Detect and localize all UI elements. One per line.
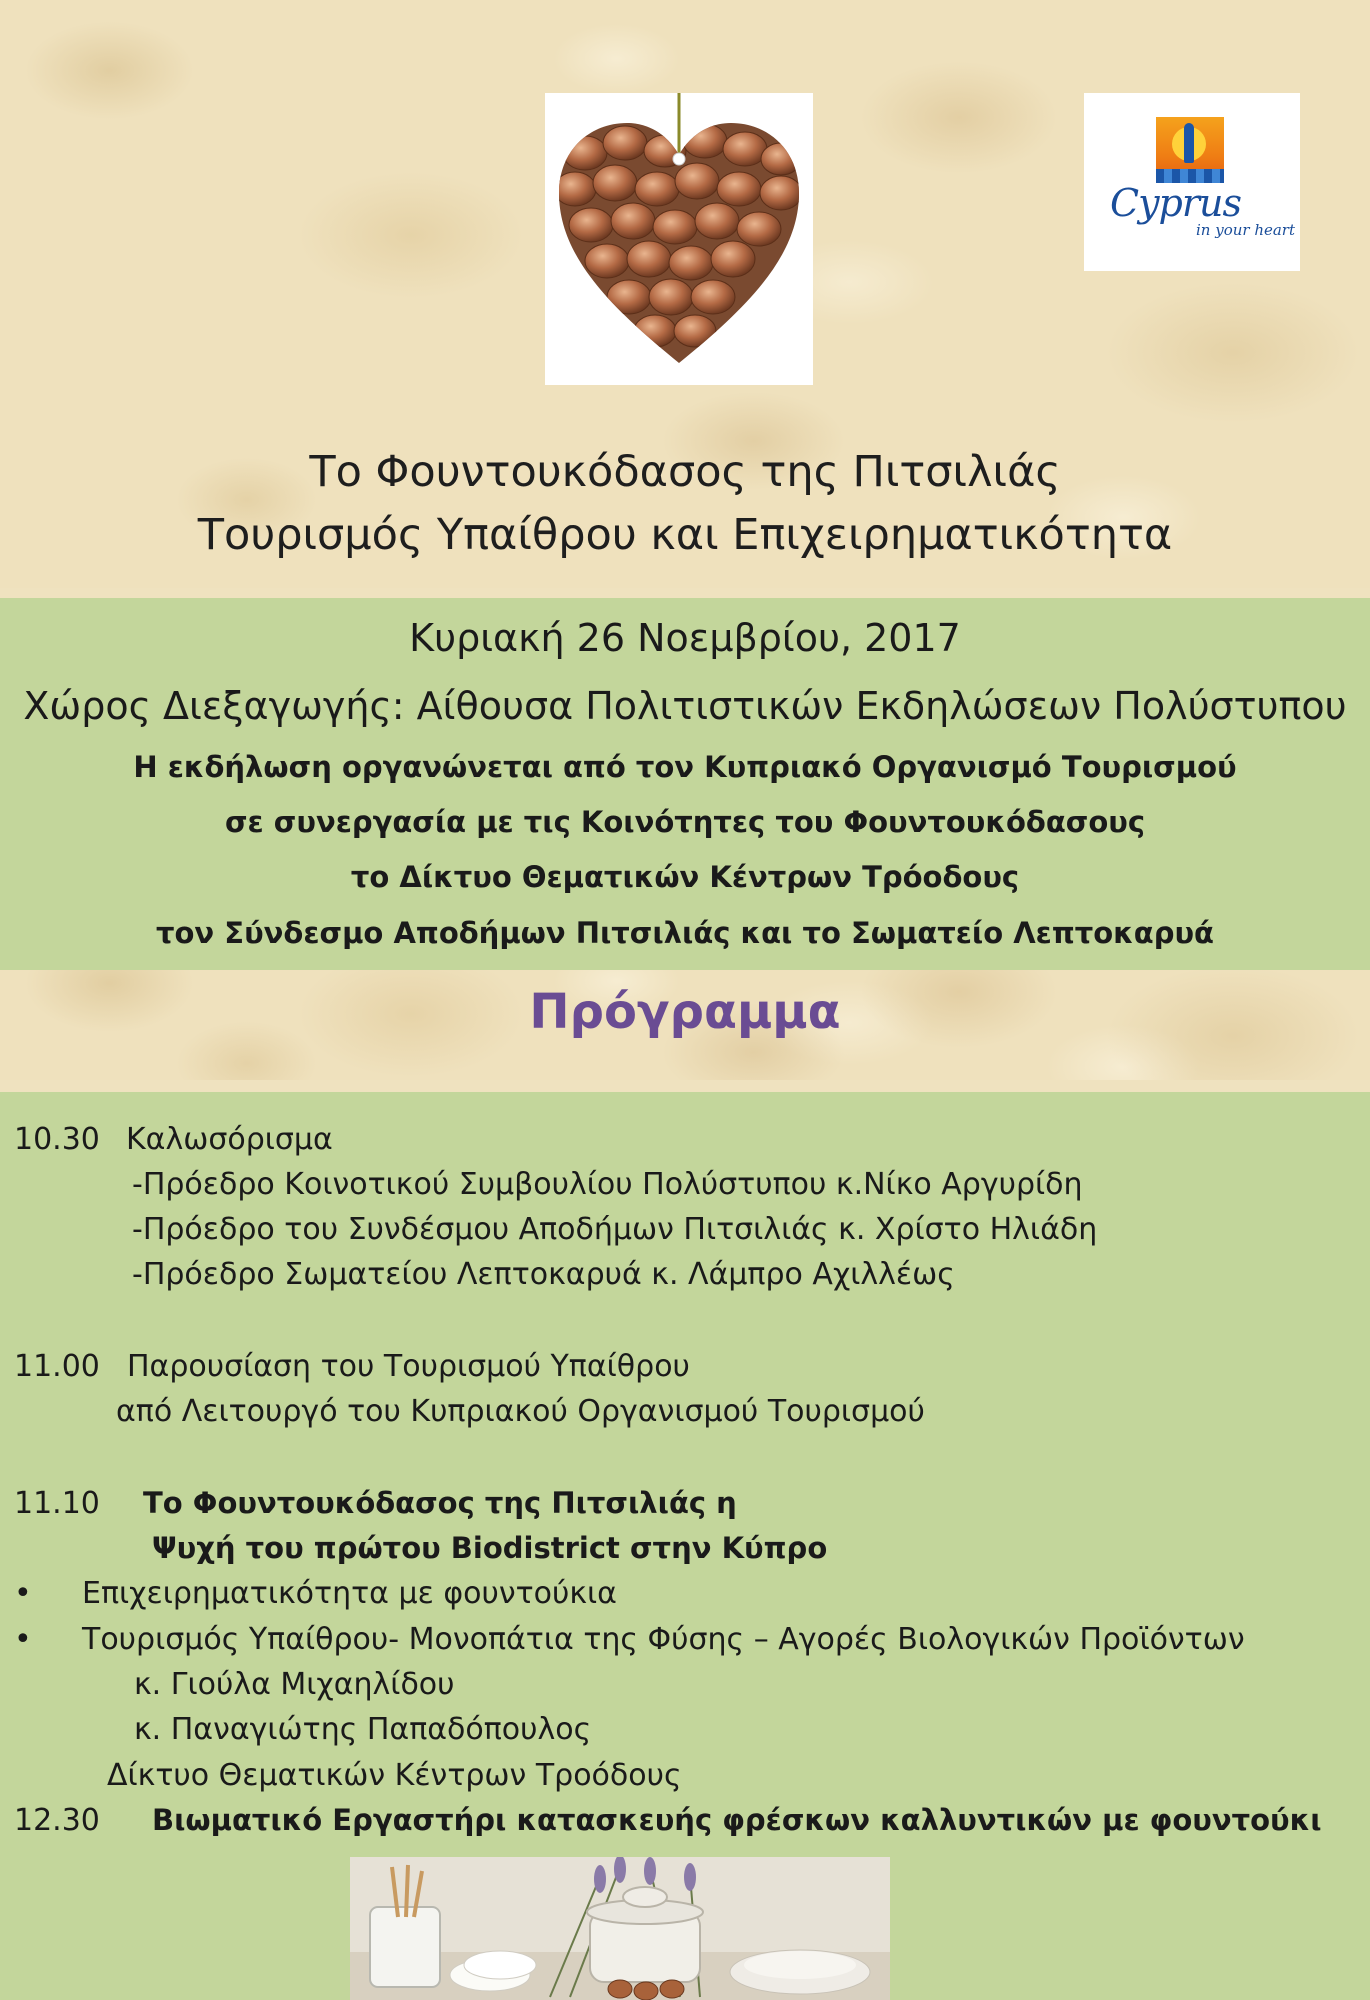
schedule-detail: -Πρόεδρο του Συνδέσμου Αποδήμων Πιτσιλιάς κ. Χρίστο Ηλιάδη — [132, 1212, 1098, 1247]
workshop-photo — [350, 1857, 890, 2000]
program-schedule — [0, 1092, 1370, 2000]
logo-wordmark: Cyprus — [1110, 181, 1242, 225]
schedule-time: 11.10 — [14, 1486, 100, 1521]
hazelnut-heart-image — [545, 93, 813, 385]
organizer-line: τον Σύνδεσμο Αποδήμων Πιτσιλιάς και το Σωματείο Λεπτοκαρυά — [156, 916, 1214, 950]
figure-icon — [1184, 123, 1194, 163]
cosmetics-workshop-icon — [350, 1857, 890, 2000]
organizer-line: σε συνεργασία με τις Κοινότητες του Φουντουκόδασους — [224, 805, 1146, 839]
speaker-name: κ. Γιούλα Μιχαηλίδου — [134, 1667, 455, 1702]
event-subtitle: Τουρισμός Υπαίθρου και Επιχειρηματικότητα — [197, 510, 1173, 560]
program-heading-band — [0, 970, 1370, 1080]
schedule-item-title: Το Φουντουκόδασος της Πιτσιλιάς η — [143, 1486, 737, 1520]
logo-tagline: in your heart — [1196, 221, 1296, 239]
schedule-time: 12.30 — [14, 1803, 100, 1838]
schedule-item-title: Παρουσίαση του Τουρισμού Υπαίθρου — [127, 1349, 690, 1384]
schedule-time: 10.30 — [14, 1122, 100, 1157]
bullet-icon: • — [14, 1622, 32, 1657]
schedule-bullet: Επιχειρηματικότητα με φουντούκια — [82, 1576, 617, 1611]
event-title: Το Φουντουκόδασος της Πιτσιλιάς — [309, 447, 1061, 497]
speaker-organization: Δίκτυο Θεματικών Κέντρων Τροόδους — [107, 1758, 682, 1793]
organizer-line: Η εκδήλωση οργανώνεται από τον Κυπριακό Οργανισμό Τουρισμού — [133, 750, 1237, 784]
schedule-detail: από Λειτουργό του Κυπριακού Οργανισμού Τουρισμού — [116, 1394, 925, 1429]
schedule-detail: -Πρόεδρο Κοινοτικού Συμβουλίου Πολύστυπου κ.Νίκο Αργυρίδη — [132, 1167, 1083, 1202]
event-date: Κυριακή 26 Νοεμβρίου, 2017 — [409, 616, 961, 660]
organizer-line: το Δίκτυο Θεματικών Κέντρων Τρόοδους — [350, 860, 1020, 894]
program-title: Πρόγραμμα — [529, 984, 841, 1040]
schedule-detail: -Πρόεδρο Σωματείου Λεπτοκαρυά κ. Λάμπρο Αχιλλέως — [132, 1257, 955, 1292]
schedule-bullet: Τουρισμός Υπαίθρου- Μονοπάτια της Φύσης – Αγορές Βιολογικών Προϊόντων — [82, 1622, 1245, 1657]
event-venue: Χώρος Διεξαγωγής: Αίθουσα Πολιτιστικών Εκδηλώσεων Πολύστυπου — [23, 684, 1347, 728]
event-info-band — [0, 598, 1370, 970]
speaker-name: κ. Παναγιώτης Παπαδόπουλος — [134, 1712, 592, 1747]
header-banner — [0, 0, 1370, 588]
bullet-icon: • — [14, 1576, 32, 1611]
cyprus-tourism-logo — [1084, 93, 1300, 271]
hazelnut-heart-icon — [545, 93, 813, 385]
schedule-item-title: Καλωσόρισμα — [126, 1122, 333, 1157]
schedule-time: 11.00 — [14, 1349, 100, 1384]
schedule-item-title: Βιωματικό Εργαστήρι κατασκευής φρέσκων καλλυντικών με φουντούκι — [152, 1803, 1322, 1837]
schedule-item-subtitle: Ψυχή του πρώτου Biodistrict στην Κύπρο — [152, 1531, 828, 1565]
